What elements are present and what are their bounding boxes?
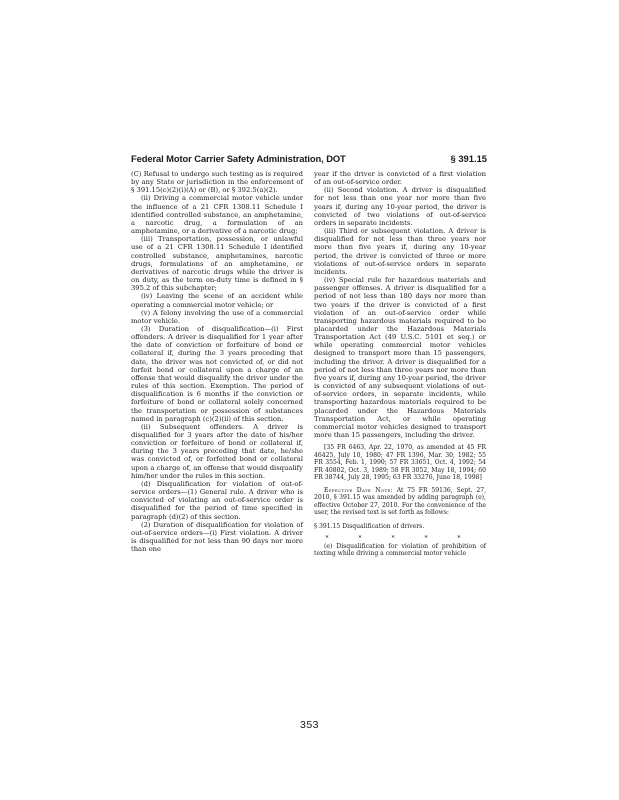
- paragraph: (3) Duration of disqualification—(i) First offenders. A driver is disqualified for 1 year after the date of conviction or forfeiture of bond or collateral if, during the 3 years preceding that date, the driver was not convicted of, or did not forfeit bond or collateral upon a charge of an offense that would disqualify the driver under the rules of this section. Exemption. The period of disqualification is 6 months if the conviction or forfeiture of bond or collateral solely concerned the transportation or possession of substances named in paragraph (c)(2)(ii) of this section.: [131, 324, 303, 423]
- paragraph: (v) A felony involving the use of a commercial motor vehicle.: [131, 308, 303, 325]
- paragraph: (iii) Transportation, possession, or unlawful use of a 21 CFR 1308.11 Schedule I identified controlled substance, amphetamines, narcotic drugs, formulations of an amphetamine, or derivatives of narcotic drugs while the driver is on duty, as the term on-duty time is defined in § 395.2 of this subchapter;: [131, 235, 303, 293]
- paragraph: (ii) Second violation. A driver is disqualified for not less than one year nor more than five years if, during any 10-year period, the driver is convicted of two violations of out-of-service orders in separate incidents.: [314, 186, 486, 227]
- left-column: [131, 170, 303, 553]
- right-column: [314, 170, 486, 558]
- omission-stars: * * * * *: [325, 535, 475, 543]
- paragraph: (2) Duration of disqualification for violation of out-of-service orders—(i) First violation. A driver is disqualified for not less than 90 days nor more than one: [131, 520, 303, 554]
- paragraph: (iii) Third or subsequent violation. A driver is disqualified for not less than three years nor more than five years if, during any 10-year period, the driver is convicted of three or more violations of out-of-service orders in separate incidents.: [314, 227, 486, 276]
- note-label: Effective Date Note:: [324, 486, 393, 494]
- paragraph: (iv) Leaving the scene of an accident while operating a commercial motor vehicle; or: [131, 292, 303, 309]
- section-heading: § 391.15 Disqualification of drivers.: [314, 522, 425, 530]
- section-number: § 391.15: [450, 153, 487, 164]
- effective-date-note: [314, 487, 486, 517]
- paragraph: (C) Refusal to undergo such testing as is required by any State or jurisdiction in the enforcement of § 391.15(c)(2)(i)(A) or (B), or § 392.5(a)(2).: [131, 170, 303, 195]
- citation: [35 FR 6463, Apr. 22, 1970, as amended at 45 FR 46425, July 10, 1980; 47 FR 1396, Mar. 30, 1982; 55 FR 3554, Feb. 1, 1990; 57 FR 33651, Oct. 4, 1992; 54 FR 40802, Oct. 3, 1989; 58 FR 3052, May 18, 1994; 60 FR 38744, July 28, 1995; 63 FR 33276, June 18, 1998]: [314, 444, 486, 482]
- paragraph: (ii) Driving a commercial motor vehicle under the influence of a 21 CFR 1308.11 Schedule I identified controlled substance, an amphetamine, a narcotic drug, a formulation of an amphetamine, or a derivative of a narcotic drug;: [131, 194, 303, 236]
- paragraph: (d) Disqualification for violation of out-of-service orders—(1) General rule. A driver who is convicted of violating an out-of-service order is disqualified for the period of time specified in paragraph (d)(2) of this section.: [131, 479, 303, 521]
- agency-title: Federal Motor Carrier Safety Administration, DOT: [131, 153, 346, 164]
- running-header: [131, 153, 487, 167]
- paragraph: year if the driver is convicted of a first violation of an out-of-service order.: [314, 170, 486, 187]
- note-text: At 75 FR 59136, Sept. 27, 2010, § 391.15 was amended by adding paragraph (e), effective October 27, 2010. For the convenience of the user, the revised text is set forth as follows:: [314, 486, 487, 517]
- page-number: 353: [299, 719, 320, 731]
- paragraph: (iv) Special rule for hazardous materials and passenger offenses. A driver is disqualified for a period of not less than 180 days nor more than two years if the driver is convicted of a first violation of an out-of-service order while transporting hazardous materials required to be placarded under the Hazardous Materials Transportation Act (49 U.S.C. 5101 et seq.) or while operating commercial motor vehicles designed to transport more than 15 passengers, including the driver. A driver is disqualified for a period of not less than three years nor more than five years if, during any 10-year period, the driver is convicted of any subsequent violations of out-of-service orders, in separate incidents, while transporting hazardous materials required to be placarded under the Hazardous Materials Transportation Act, or while operating commercial motor vehicles designed to transport more than 15 passengers, including the driver.: [314, 276, 486, 439]
- paragraph: (ii) Subsequent offenders. A driver is disqualified for 3 years after the date of his/her conviction or forfeiture of bond or collateral if, during the 3 years preceding that date, he/she was convicted of, or forfeited bond or collateral upon a charge of, an offense that would disqualify him/her under the rules in this section.: [131, 422, 303, 480]
- paragraph: (e) Disqualification for violation of prohibition of texting while driving a commercial motor vehicle: [314, 542, 486, 558]
